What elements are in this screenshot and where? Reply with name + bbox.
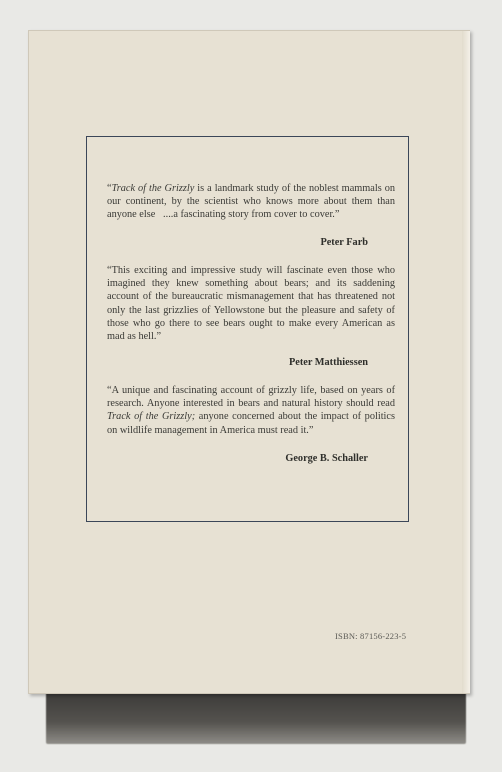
book-title-italic: Track of the Grizzly [111,183,195,194]
attribution-schaller: George B. Schaller [285,453,368,464]
quote-farb: “Track of the Grizzly is a landmark study of the noblest mammals on our continent, by the scientist who knows more about them than anyone else ....a fascinating story from cover to cover.” [107,183,395,221]
cover-edge [462,31,470,693]
quote-schaller: “A unique and fascinating account of grizzly life, based on years of research. Anyone interested in bears and natural history should read Track of the Grizzly; anyone concerned about the impact of politics on wildlife management in America must read it.” [107,385,395,436]
isbn-label: ISBN: 87156-223-5 [335,631,407,641]
book-shadow [46,690,466,744]
attribution-matthiessen: Peter Matthiessen [288,357,368,368]
book-title-italic: Track of the Grizzly; [107,411,196,423]
quote-matthiessen: “This exciting and impressive study will fascinate even those who imagined they knew something about bears; and its saddening account of the bureaucratic mismanagement that has threatened not only the last grizzlies of Yellowstone but the pleasure and safety of those who go there to see bears ought to make every American as mad as hell.” [107,265,395,343]
book-back-cover [28,30,470,694]
attribution-farb: Peter Farb [320,237,368,248]
